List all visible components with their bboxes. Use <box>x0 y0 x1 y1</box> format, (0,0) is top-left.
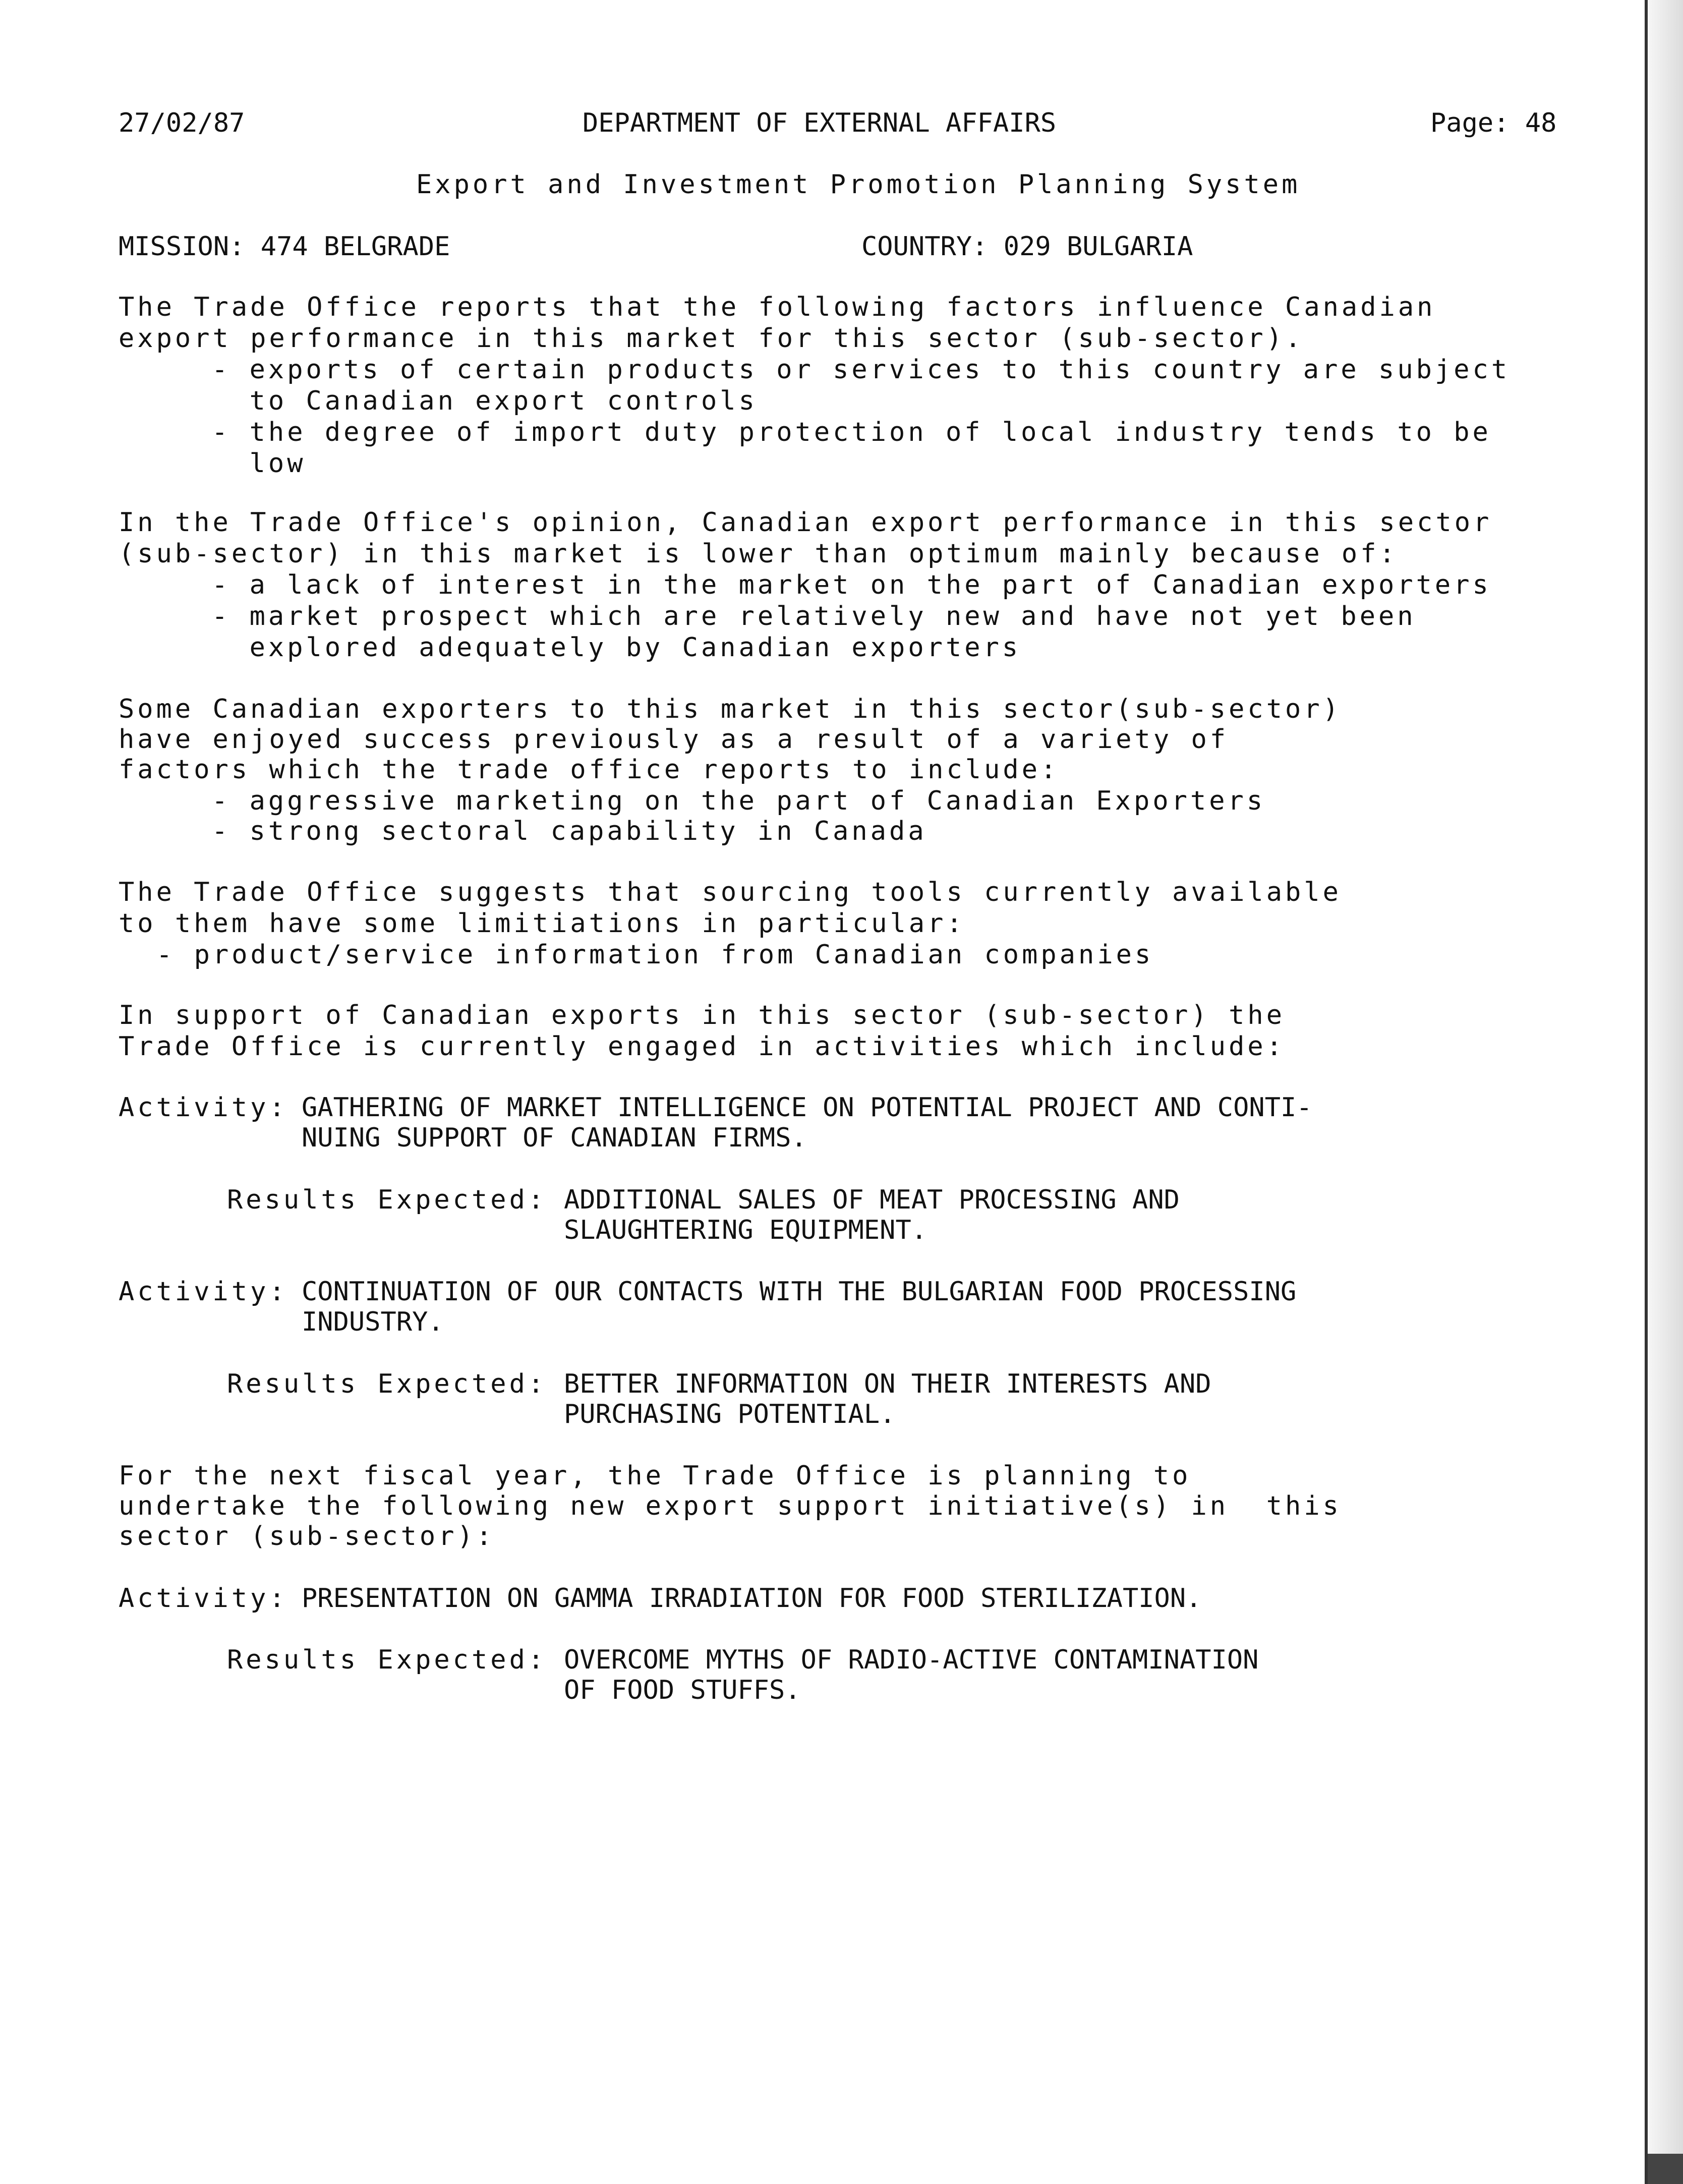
success-intro-line-2: have enjoyed success previously as a result of a variety of <box>119 724 1229 755</box>
activity-2-results-line-1: BETTER INFORMATION ON THEIR INTERESTS AND <box>564 1369 1211 1399</box>
new-activity-1-results-label: Results Expected: <box>227 1645 547 1675</box>
factors-intro-line-2: export performance in this market for this sector (sub-sector). <box>119 323 1304 354</box>
new-activity-1-label: Activity: <box>119 1583 288 1614</box>
new-activity-1-text-line-1: PRESENTATION ON GAMMA IRRADIATION FOR FOOD STERILIZATION. <box>302 1583 1202 1614</box>
factors-item-1-line-1: - exports of certain products or services to this country are subject <box>212 355 1511 385</box>
success-item-1: - aggressive marketing on the part of Canadian Exporters <box>212 786 1266 816</box>
new-activity-1-results-line-2: OF FOOD STUFFS. <box>564 1675 801 1705</box>
page-edge-shadow <box>1645 0 1683 2184</box>
new-activity-1-results-line-1: OVERCOME MYTHS OF RADIO-ACTIVE CONTAMINATION <box>564 1645 1259 1675</box>
activity-2-text-line-1: CONTINUATION OF OUR CONTACTS WITH THE BULGARIAN FOOD PROCESSING <box>302 1277 1297 1307</box>
success-intro-line-1: Some Canadian exporters to this market in this sector(sub-sector) <box>119 694 1342 724</box>
sourcing-intro-line-1: The Trade Office suggests that sourcing tools currently available <box>119 877 1342 907</box>
activity-1-text-line-2: NUING SUPPORT OF CANADIAN FIRMS. <box>302 1123 807 1153</box>
page-edge-corner <box>1648 2154 1683 2184</box>
opinion-intro-line-1: In the Trade Office's opinion, Canadian export performance in this sector <box>119 507 1492 538</box>
report-date: 27/02/87 <box>119 108 245 138</box>
activity-1-label: Activity: <box>119 1093 288 1123</box>
opinion-item-2-line-1: - market prospect which are relatively new and have not yet been <box>212 601 1416 631</box>
success-item-2: - strong sectoral capability in Canada <box>212 816 927 846</box>
factors-item-2-line-2: low <box>212 448 306 479</box>
activity-2-label: Activity: <box>119 1277 288 1307</box>
opinion-item-2-line-2: explored adequately by Canadian exporters <box>212 633 1021 663</box>
system-title: Export and Investment Promotion Planning System <box>416 169 1301 200</box>
factors-item-1-line-2: to Canadian export controls <box>212 386 758 416</box>
opinion-intro-line-2: (sub-sector) in this market is lower than optimum mainly because of: <box>119 539 1398 569</box>
activity-1-results-label: Results Expected: <box>227 1185 547 1215</box>
activity-2-text-line-2: INDUSTRY. <box>302 1307 444 1337</box>
next-year-intro-line-3: sector (sub-sector): <box>119 1521 495 1551</box>
opinion-item-1-line-1: - a lack of interest in the market on the part of Canadian exporters <box>212 570 1491 600</box>
sourcing-intro-line-2: to them have some limitiations in particular: <box>119 908 965 939</box>
activity-2-results-label: Results Expected: <box>227 1369 547 1399</box>
factors-intro-line-1: The Trade Office reports that the following factors influence Canadian <box>119 292 1436 322</box>
activity-2-results-line-2: PURCHASING POTENTIAL. <box>564 1399 896 1429</box>
activity-1-text-line-1: GATHERING OF MARKET INTELLIGENCE ON POTENTIAL PROJECT AND CONTI- <box>302 1093 1312 1123</box>
mission-line: MISSION: 474 BELGRADE <box>119 232 450 262</box>
next-year-intro-line-1: For the next fiscal year, the Trade Office is planning to <box>119 1461 1191 1491</box>
next-year-intro-line-2: undertake the following new export support initiative(s) in this <box>119 1491 1342 1521</box>
success-intro-line-3: factors which the trade office reports to include: <box>119 755 1060 785</box>
sourcing-item-1: - product/service information from Canadian companies <box>156 940 1154 970</box>
activity-1-results-line-1: ADDITIONAL SALES OF MEAT PROCESSING AND <box>564 1185 1180 1215</box>
activity-1-results-line-2: SLAUGHTERING EQUIPMENT. <box>564 1215 927 1245</box>
department-title: DEPARTMENT OF EXTERNAL AFFAIRS <box>583 108 1057 138</box>
factors-item-2-line-1: - the degree of import duty protection of local industry tends to be <box>212 417 1491 447</box>
page-number: Page: 48 <box>1430 108 1557 138</box>
support-intro-line-1: In support of Canadian exports in this sector (sub-sector) the <box>119 1000 1286 1030</box>
country-line: COUNTRY: 029 BULGARIA <box>861 232 1193 262</box>
support-intro-line-2: Trade Office is currently engaged in activities which include: <box>119 1031 1286 1062</box>
